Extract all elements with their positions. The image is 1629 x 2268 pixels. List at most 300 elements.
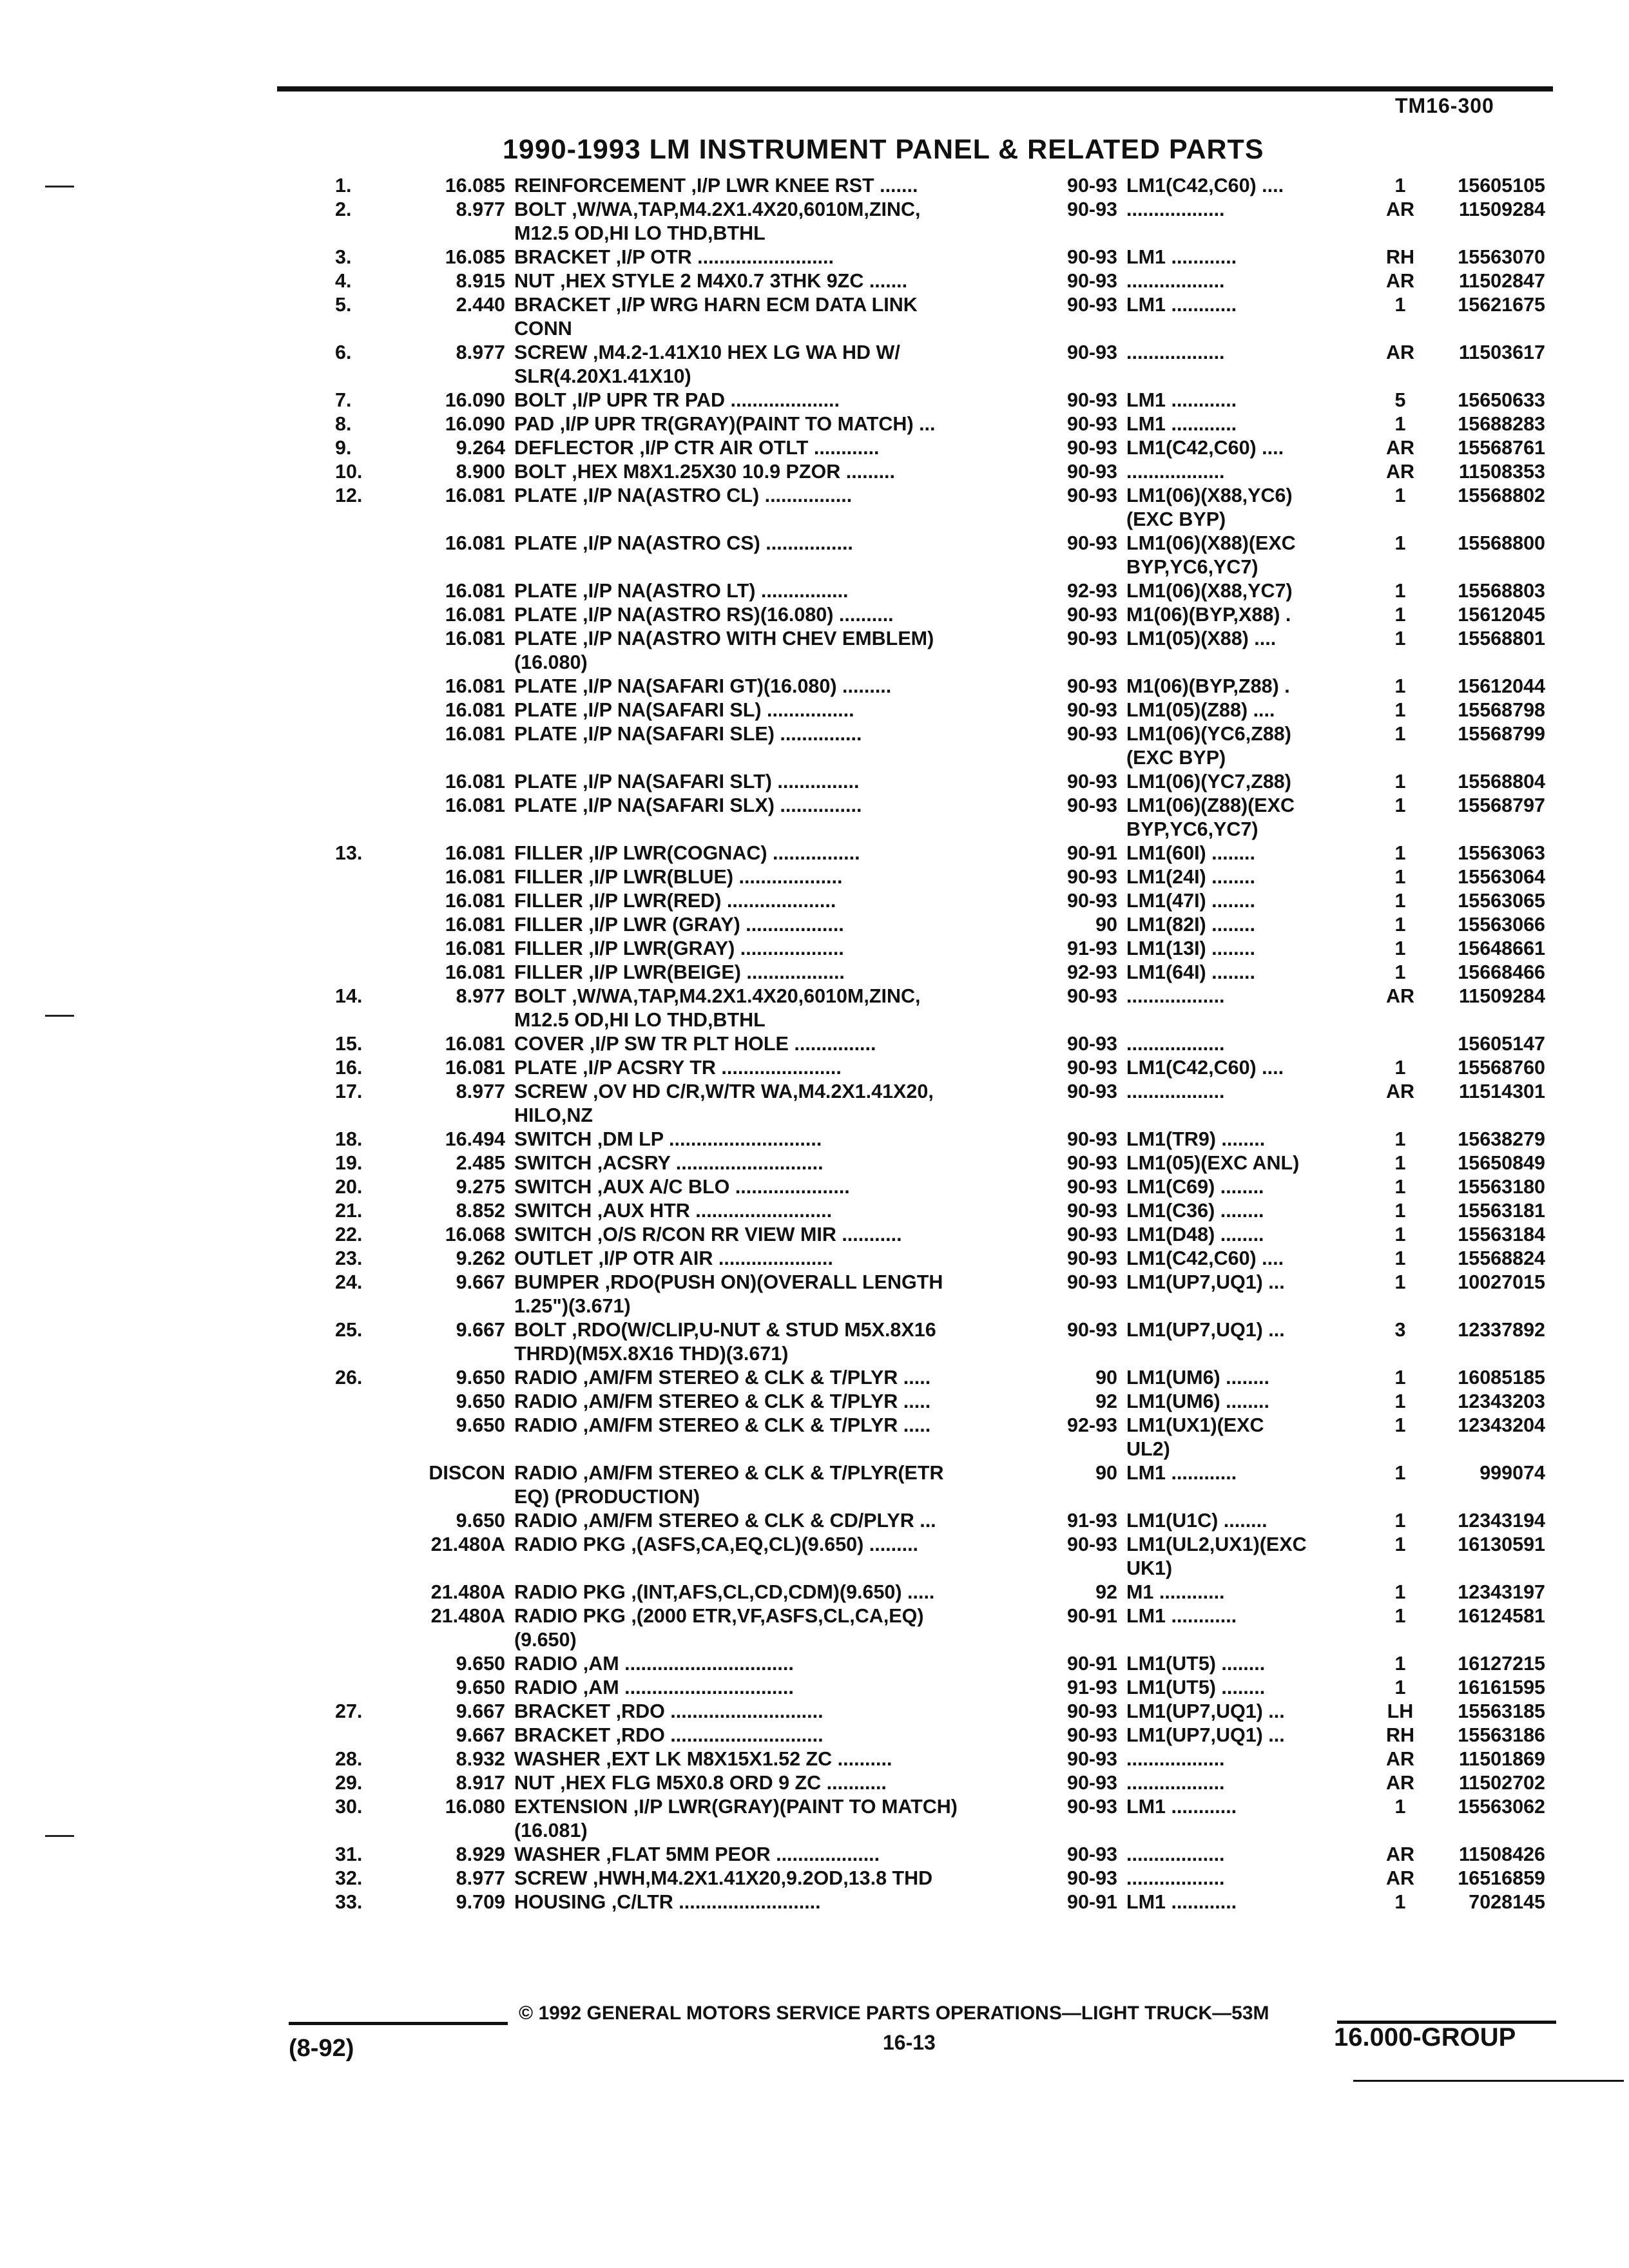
part-years: 90-93 xyxy=(1066,1224,1117,1245)
part-years: 90-93 xyxy=(1066,175,1117,197)
footer-date-code: (8-92) xyxy=(289,2035,354,2062)
part-group-number: 16.081 xyxy=(445,628,505,649)
part-years: 90-93 xyxy=(1066,413,1117,435)
part-number: 15568760 xyxy=(1458,1057,1545,1079)
table-row xyxy=(316,1724,1559,1747)
part-quantity: 1 xyxy=(1394,1128,1406,1150)
part-number: 15568801 xyxy=(1458,628,1545,649)
part-years: 90-91 xyxy=(1066,1653,1117,1675)
part-application: LM1 ............ xyxy=(1126,294,1237,316)
part-quantity: 1 xyxy=(1394,937,1406,959)
part-ref-number: 31. xyxy=(335,1843,363,1865)
part-years: 91-93 xyxy=(1066,1510,1117,1532)
part-group-number: 21.480A xyxy=(430,1605,505,1627)
table-row xyxy=(316,174,1559,198)
part-ref-number xyxy=(316,1676,392,1700)
part-number: 15563185 xyxy=(1458,1700,1545,1722)
part-ref-number xyxy=(316,961,392,985)
part-ref-number xyxy=(316,1509,392,1533)
part-quantity: 1 xyxy=(1394,675,1406,697)
part-ref-number: 28. xyxy=(335,1748,363,1770)
part-group-number: 16.081 xyxy=(445,723,505,745)
part-quantity: 5 xyxy=(1394,389,1406,411)
part-years: 90-93 xyxy=(1066,628,1117,649)
part-description: RADIO ,AM/FM STEREO & CLK & T/PLYR ..... xyxy=(514,1414,931,1436)
table-row xyxy=(316,627,1559,675)
part-quantity: 1 xyxy=(1394,1605,1406,1627)
part-years: 90-93 xyxy=(1066,1772,1117,1794)
part-description: PLATE ,I/P ACSRY TR ...................... xyxy=(514,1057,842,1079)
table-row xyxy=(316,1414,1559,1461)
table-row xyxy=(316,412,1559,436)
table-row xyxy=(316,961,1559,985)
part-group-number: 16.080 xyxy=(445,1796,505,1818)
part-application: .................. xyxy=(1126,198,1225,220)
part-group-number: 8.929 xyxy=(456,1843,505,1865)
part-quantity: 1 xyxy=(1394,1891,1406,1913)
part-years: 91-93 xyxy=(1066,1677,1117,1698)
part-quantity: 1 xyxy=(1394,1152,1406,1174)
part-ref-number xyxy=(316,675,392,698)
part-description: FILLER ,I/P LWR(BLUE) ................... xyxy=(514,866,843,888)
part-number: 15568800 xyxy=(1458,532,1545,554)
part-years: 90-93 xyxy=(1066,1033,1117,1055)
part-ref-number: 18. xyxy=(335,1128,363,1150)
part-description: BOLT ,HEX M8X1.25X30 10.9 PZOR ......... xyxy=(514,461,895,483)
part-quantity: 1 xyxy=(1394,1390,1406,1412)
part-application: .................. xyxy=(1126,1867,1225,1889)
part-quantity: 1 xyxy=(1394,1271,1406,1293)
part-ref-number xyxy=(316,913,392,937)
margin-mark xyxy=(45,186,74,187)
part-quantity: AR xyxy=(1385,1748,1415,1770)
table-row xyxy=(316,1271,1559,1318)
table-row xyxy=(316,269,1559,293)
part-years: 90-93 xyxy=(1066,1200,1117,1222)
table-row xyxy=(316,1318,1559,1366)
part-application: LM1 ............ xyxy=(1126,1462,1237,1484)
part-quantity: 1 xyxy=(1394,1367,1406,1389)
table-row xyxy=(316,1080,1559,1128)
part-number: 15563184 xyxy=(1458,1224,1545,1245)
part-ref-number: 6. xyxy=(335,341,352,363)
part-group-number: 9.667 xyxy=(456,1271,505,1293)
part-years: 90-93 xyxy=(1066,1724,1117,1746)
part-years: 92 xyxy=(1095,1581,1117,1603)
part-description: PLATE ,I/P NA(SAFARI SLX) ............... xyxy=(514,794,862,816)
part-description: PLATE ,I/P NA(SAFARI GT)(16.080) ......... xyxy=(514,675,892,697)
part-application: LM1(06)(X88)(EXC BYP,YC6,YC7) xyxy=(1126,532,1296,578)
part-description: RADIO PKG ,(INT,AFS,CL,CD,CDM)(9.650) ..... xyxy=(514,1581,935,1603)
part-quantity: 1 xyxy=(1394,961,1406,983)
part-ref-number: 23. xyxy=(335,1247,363,1269)
part-number: 15563070 xyxy=(1458,246,1545,268)
part-application: .................. xyxy=(1126,1843,1225,1865)
part-application: .................. xyxy=(1126,341,1225,363)
part-group-number: 16.081 xyxy=(445,961,505,983)
part-quantity: 1 xyxy=(1394,842,1406,864)
part-application: .................. xyxy=(1126,270,1225,292)
part-ref-number xyxy=(316,770,392,794)
part-years: 90-93 xyxy=(1066,1533,1117,1555)
part-number: 11503617 xyxy=(1458,341,1545,363)
table-row xyxy=(316,1652,1559,1676)
part-ref-number xyxy=(316,579,392,603)
part-group-number: 9.709 xyxy=(456,1891,505,1913)
part-number: 11501869 xyxy=(1458,1748,1545,1770)
part-years: 90 xyxy=(1095,914,1117,936)
part-years: 90-93 xyxy=(1066,1748,1117,1770)
part-ref-number: 32. xyxy=(335,1867,363,1889)
part-number: 12343204 xyxy=(1458,1414,1545,1436)
part-description: FILLER ,I/P LWR (GRAY) .................. xyxy=(514,914,844,936)
part-ref-number: 13. xyxy=(335,842,363,864)
part-description: RADIO ,AM/FM STEREO & CLK & T/PLYR ..... xyxy=(514,1367,931,1389)
table-row xyxy=(316,1032,1559,1056)
part-years: 90-93 xyxy=(1066,270,1117,292)
part-number: 15605147 xyxy=(1458,1033,1545,1055)
table-row xyxy=(316,293,1559,341)
table-row xyxy=(316,1366,1559,1390)
part-quantity: 1 xyxy=(1394,1653,1406,1675)
part-ref-number: 27. xyxy=(335,1700,363,1722)
part-application: LM1 ............ xyxy=(1126,1796,1237,1818)
part-group-number: 9.650 xyxy=(456,1653,505,1675)
part-description: PLATE ,I/P NA(ASTRO RS)(16.080) .......... xyxy=(514,604,894,626)
table-row xyxy=(316,698,1559,722)
part-quantity: AR xyxy=(1385,1867,1415,1889)
part-group-number: 16.081 xyxy=(445,771,505,793)
table-row xyxy=(316,1533,1559,1581)
part-group-number: 16.081 xyxy=(445,485,505,506)
part-quantity: AR xyxy=(1385,1843,1415,1865)
part-years: 90-93 xyxy=(1066,1247,1117,1269)
part-application: LM1(06)(Z88)(EXC BYP,YC6,YC7) xyxy=(1126,794,1295,840)
part-number: 11509284 xyxy=(1458,985,1545,1007)
part-quantity: AR xyxy=(1385,985,1415,1007)
part-quantity: 1 xyxy=(1394,1224,1406,1245)
part-application: LM1(UP7,UQ1) ... xyxy=(1126,1319,1285,1341)
part-years: 90-93 xyxy=(1066,246,1117,268)
part-quantity: 1 xyxy=(1394,771,1406,793)
part-number: 11508426 xyxy=(1458,1843,1545,1865)
part-quantity: 1 xyxy=(1394,890,1406,912)
part-years: 90-91 xyxy=(1066,1605,1117,1627)
part-description: RADIO ,AM/FM STEREO & CLK & T/PLYR(ETR EQ) (PRODUCTION) xyxy=(514,1462,944,1508)
part-number: 15563186 xyxy=(1458,1724,1545,1746)
part-group-number: 2.485 xyxy=(456,1152,505,1174)
part-quantity: RH xyxy=(1385,1724,1415,1746)
table-row xyxy=(316,603,1559,627)
part-quantity: 1 xyxy=(1394,866,1406,888)
part-quantity: 1 xyxy=(1394,1533,1406,1555)
part-application: LM1(TR9) ........ xyxy=(1126,1128,1266,1150)
part-group-number: 16.494 xyxy=(445,1128,505,1150)
part-application: LM1(82I) ........ xyxy=(1126,914,1255,936)
part-group-number: 8.977 xyxy=(456,1081,505,1102)
part-application: LM1(UM6) ........ xyxy=(1126,1367,1269,1389)
part-number: 16124581 xyxy=(1458,1605,1545,1627)
part-ref-number: 33. xyxy=(335,1891,363,1913)
document-code: TM16-300 xyxy=(1395,94,1494,117)
part-description: SCREW ,HWH,M4.2X1.41X20,9.2OD,13.8 THD xyxy=(514,1867,933,1889)
part-application: LM1(D48) ........ xyxy=(1126,1224,1264,1245)
part-quantity: 1 xyxy=(1394,914,1406,936)
part-group-number: 16.081 xyxy=(445,794,505,816)
part-ref-number: 17. xyxy=(335,1081,363,1102)
part-description: FILLER ,I/P LWR(RED) .................... xyxy=(514,890,836,912)
part-quantity: 1 xyxy=(1394,175,1406,197)
table-row xyxy=(316,1247,1559,1271)
table-row xyxy=(316,1867,1559,1890)
part-number: 15688283 xyxy=(1458,413,1545,435)
table-row xyxy=(316,985,1559,1032)
part-description: PLATE ,I/P NA(SAFARI SL) ................ xyxy=(514,699,854,721)
part-application: LM1(UP7,UQ1) ... xyxy=(1126,1271,1285,1293)
part-quantity: 1 xyxy=(1394,1510,1406,1532)
table-row xyxy=(316,1771,1559,1795)
part-years: 90-93 xyxy=(1066,866,1117,888)
part-quantity: 1 xyxy=(1394,604,1406,626)
part-number: 16127215 xyxy=(1458,1653,1545,1675)
part-group-number: 9.650 xyxy=(456,1677,505,1698)
part-description: PAD ,I/P UPR TR(GRAY)(PAINT TO MATCH) ... xyxy=(514,413,936,435)
part-description: RADIO ,AM ............................... xyxy=(514,1677,794,1698)
part-ref-number: 2. xyxy=(335,198,352,220)
part-application: LM1(UX1)(EXC UL2) xyxy=(1126,1414,1264,1460)
part-years: 90-93 xyxy=(1066,198,1117,220)
part-description: OUTLET ,I/P OTR AIR ..................... xyxy=(514,1247,833,1269)
part-description: HOUSING ,C/LTR .......................... xyxy=(514,1891,821,1913)
table-row xyxy=(316,436,1559,460)
part-years: 90-93 xyxy=(1066,771,1117,793)
part-description: NUT ,HEX STYLE 2 M4X0.7 3THK 9ZC ....... xyxy=(514,270,908,292)
part-description: PLATE ,I/P NA(SAFARI SLT) ............... xyxy=(514,771,860,793)
part-number: 15650633 xyxy=(1458,389,1545,411)
part-application: .................. xyxy=(1126,1033,1225,1055)
footer-rule-left xyxy=(289,2022,508,2025)
part-number: 15563064 xyxy=(1458,866,1545,888)
part-ref-number: 25. xyxy=(335,1319,363,1341)
part-group-number: 16.081 xyxy=(445,675,505,697)
part-number: 15605105 xyxy=(1458,175,1545,197)
part-group-number: 9.667 xyxy=(456,1724,505,1746)
part-application: M1(06)(BYP,X88) . xyxy=(1126,604,1291,626)
part-application: LM1(06)(X88,YC7) xyxy=(1126,580,1293,602)
part-description: PLATE ,I/P NA(ASTRO LT) ................ xyxy=(514,580,849,602)
parts-list xyxy=(316,174,1559,1914)
table-row xyxy=(316,198,1559,245)
part-description: SWITCH ,DM LP ............................ xyxy=(514,1128,822,1150)
part-description: SWITCH ,AUX HTR ......................... xyxy=(514,1200,833,1222)
part-quantity: 1 xyxy=(1394,1462,1406,1484)
part-application: LM1(C42,C60) .... xyxy=(1126,1247,1284,1269)
footer-rule-bottom xyxy=(1353,2080,1624,2082)
part-group-number: 16.081 xyxy=(445,842,505,864)
part-ref-number xyxy=(316,1390,392,1414)
part-quantity: AR xyxy=(1385,461,1415,483)
part-description: DEFLECTOR ,I/P CTR AIR OTLT ............ xyxy=(514,437,880,459)
part-description: REINFORCEMENT ,I/P LWR KNEE RST ....... xyxy=(514,175,918,197)
table-row xyxy=(316,341,1559,389)
part-number: 15612045 xyxy=(1458,604,1545,626)
part-group-number: 9.667 xyxy=(456,1700,505,1722)
part-description: PLATE ,I/P NA(ASTRO CL) ................ xyxy=(514,485,853,506)
part-ref-number xyxy=(316,865,392,889)
part-description: BRACKET ,RDO ............................ xyxy=(514,1700,824,1722)
part-years: 90-91 xyxy=(1066,842,1117,864)
part-application: LM1(06)(X88,YC6) (EXC BYP) xyxy=(1126,485,1293,530)
part-application: M1(06)(BYP,Z88) . xyxy=(1126,675,1290,697)
part-ref-number xyxy=(316,722,392,770)
part-description: WASHER ,EXT LK M8X15X1.52 ZC .......... xyxy=(514,1748,892,1770)
part-application: LM1(U1C) ........ xyxy=(1126,1510,1268,1532)
top-rule xyxy=(277,86,1553,91)
part-years: 92-93 xyxy=(1066,961,1117,983)
table-row xyxy=(316,245,1559,269)
part-application: LM1 ............ xyxy=(1126,389,1237,411)
part-group-number: 9.650 xyxy=(456,1510,505,1532)
part-quantity: 1 xyxy=(1394,1057,1406,1079)
part-application: LM1(C69) ........ xyxy=(1126,1176,1264,1198)
part-number: 15568761 xyxy=(1458,437,1545,459)
table-row xyxy=(316,1795,1559,1843)
part-description: FILLER ,I/P LWR(BEIGE) .................. xyxy=(514,961,845,983)
part-application: LM1(C36) ........ xyxy=(1126,1200,1264,1222)
part-description: WASHER ,FLAT 5MM PEOR ................... xyxy=(514,1843,880,1865)
part-group-number: 16.085 xyxy=(445,246,505,268)
part-quantity: AR xyxy=(1385,1081,1415,1102)
part-application: LM1(47I) ........ xyxy=(1126,890,1255,912)
part-ref-number xyxy=(316,1724,392,1747)
part-quantity: LH xyxy=(1387,1700,1414,1722)
part-ref-number xyxy=(316,1604,392,1652)
part-years: 90-93 xyxy=(1066,532,1117,554)
table-row xyxy=(316,1199,1559,1223)
table-row xyxy=(316,722,1559,770)
table-row xyxy=(316,889,1559,913)
part-number: 15568803 xyxy=(1458,580,1545,602)
part-number: 16516859 xyxy=(1458,1867,1545,1889)
part-application: LM1(64I) ........ xyxy=(1126,961,1255,983)
part-number: 16161595 xyxy=(1458,1677,1545,1698)
part-application: LM1(05)(X88) .... xyxy=(1126,628,1277,649)
table-row xyxy=(316,1151,1559,1175)
part-group-number: 8.917 xyxy=(456,1772,505,1794)
part-group-number: 9.650 xyxy=(456,1390,505,1412)
part-description: PLATE ,I/P NA(ASTRO WITH CHEV EMBLEM) (16.080) xyxy=(514,628,934,673)
part-application: LM1 ............ xyxy=(1126,413,1237,435)
part-number: 15668466 xyxy=(1458,961,1545,983)
part-ref-number: 24. xyxy=(335,1271,363,1293)
part-quantity: AR xyxy=(1385,198,1415,220)
part-number: 15568797 xyxy=(1458,794,1545,816)
part-group-number: 16.081 xyxy=(445,937,505,959)
part-application: .................. xyxy=(1126,1081,1225,1102)
part-group-number: 16.081 xyxy=(445,580,505,602)
part-application: LM1(06)(YC6,Z88) (EXC BYP) xyxy=(1126,723,1291,769)
part-number: 15563062 xyxy=(1458,1796,1545,1818)
part-ref-number xyxy=(316,1533,392,1581)
part-group-number: 16.090 xyxy=(445,389,505,411)
part-years: 90-93 xyxy=(1066,485,1117,506)
table-row xyxy=(316,865,1559,889)
part-years: 90-93 xyxy=(1066,890,1117,912)
part-ref-number xyxy=(316,889,392,913)
part-ref-number: 8. xyxy=(335,413,352,435)
part-ref-number xyxy=(316,937,392,961)
part-ref-number xyxy=(316,1414,392,1461)
part-ref-number xyxy=(316,1652,392,1676)
part-quantity: 1 xyxy=(1394,1581,1406,1603)
part-group-number: 8.915 xyxy=(456,270,505,292)
table-row xyxy=(316,1461,1559,1509)
page-title: 1990-1993 LM INSTRUMENT PANEL & RELATED PARTS xyxy=(503,134,1264,165)
part-years: 92 xyxy=(1095,1390,1117,1412)
part-years: 90-93 xyxy=(1066,1700,1117,1722)
part-application: LM1(UT5) ........ xyxy=(1126,1653,1266,1675)
part-group-number: 16.090 xyxy=(445,413,505,435)
part-group-number: 16.081 xyxy=(445,890,505,912)
table-row xyxy=(316,1747,1559,1771)
table-row xyxy=(316,1581,1559,1604)
part-description: FILLER ,I/P LWR(COGNAC) ................ xyxy=(514,842,860,864)
part-application: LM1(60I) ........ xyxy=(1126,842,1255,864)
part-quantity: 1 xyxy=(1394,1796,1406,1818)
part-years: 90-93 xyxy=(1066,794,1117,816)
part-group-number: 9.650 xyxy=(456,1367,505,1389)
part-description: BOLT ,W/WA,TAP,M4.2X1.4X20,6010M,ZINC, M12.5 OD,HI LO THD,BTHL xyxy=(514,198,921,244)
part-quantity: AR xyxy=(1385,270,1415,292)
part-group-number: 16.081 xyxy=(445,604,505,626)
part-group-number: 9.650 xyxy=(456,1414,505,1436)
part-group-number: 9.264 xyxy=(456,437,505,459)
part-application: LM1(UM6) ........ xyxy=(1126,1390,1269,1412)
part-ref-number: 22. xyxy=(335,1224,363,1245)
part-description: RADIO PKG ,(2000 ETR,VF,ASFS,CL,CA,EQ) (9.650) xyxy=(514,1605,924,1651)
table-row xyxy=(316,1676,1559,1700)
part-description: BOLT ,I/P UPR TR PAD .................... xyxy=(514,389,840,411)
part-quantity: 1 xyxy=(1394,1176,1406,1198)
part-years: 90-93 xyxy=(1066,675,1117,697)
part-ref-number xyxy=(316,532,392,579)
part-number: 15563065 xyxy=(1458,890,1545,912)
part-quantity: AR xyxy=(1385,1772,1415,1794)
part-group-number: 16.081 xyxy=(445,866,505,888)
margin-mark xyxy=(45,1835,74,1837)
table-row xyxy=(316,1700,1559,1724)
table-row xyxy=(316,1390,1559,1414)
part-application: M1 ............ xyxy=(1126,1581,1225,1603)
part-quantity xyxy=(1378,1032,1423,1056)
table-row xyxy=(316,532,1559,579)
part-years: 90-93 xyxy=(1066,1152,1117,1174)
part-number: 7028145 xyxy=(1469,1891,1545,1913)
part-description: BRACKET ,RDO ............................ xyxy=(514,1724,824,1746)
part-ref-number: 20. xyxy=(335,1176,363,1198)
table-row xyxy=(316,1056,1559,1080)
table-row xyxy=(316,579,1559,603)
part-group-number: 8.977 xyxy=(456,1867,505,1889)
part-years: 90-93 xyxy=(1066,699,1117,721)
part-description: PLATE ,I/P NA(SAFARI SLE) ............... xyxy=(514,723,862,745)
part-years: 90-93 xyxy=(1066,1796,1117,1818)
part-application: LM1(06)(YC7,Z88) xyxy=(1126,771,1291,793)
part-years: 90-93 xyxy=(1066,1867,1117,1889)
part-description: SWITCH ,AUX A/C BLO ..................... xyxy=(514,1176,850,1198)
part-quantity: AR xyxy=(1385,437,1415,459)
part-years: 92-93 xyxy=(1066,580,1117,602)
